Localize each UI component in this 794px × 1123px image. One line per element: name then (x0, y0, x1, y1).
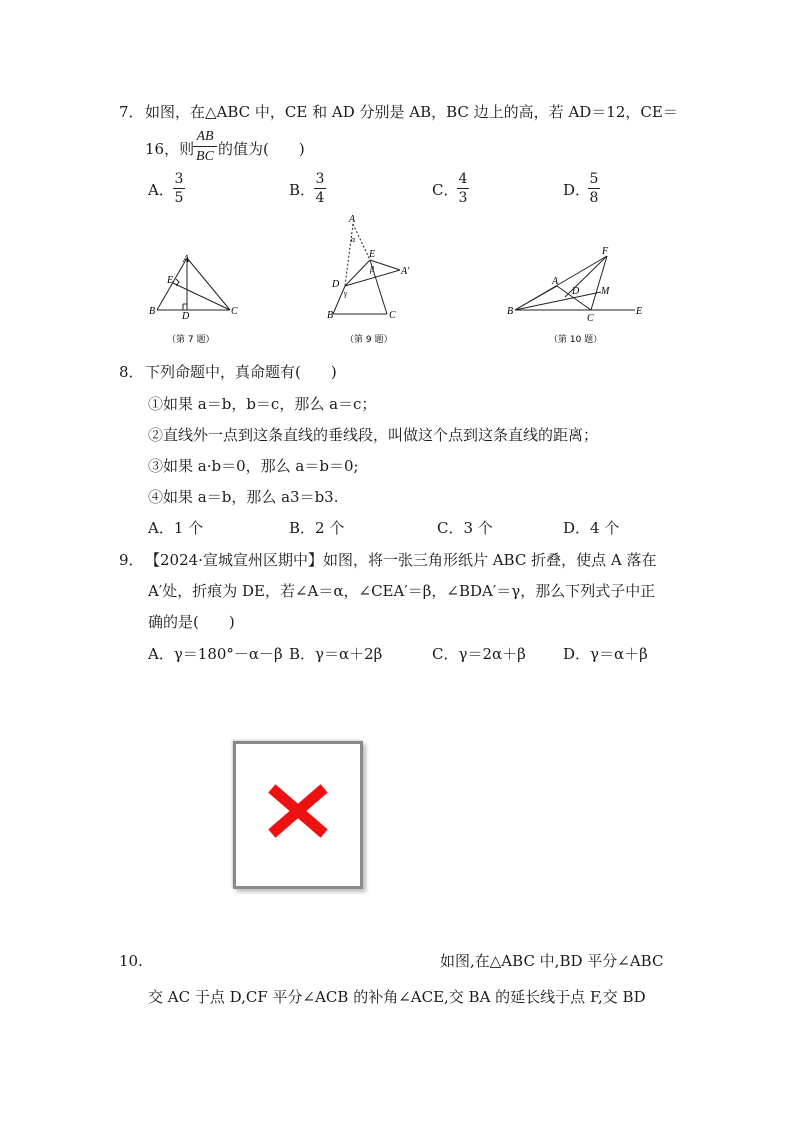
q8-item-3: ③如果 a·b＝0，那么 a＝b＝0; (148, 457, 359, 475)
figure-10 (505, 242, 655, 347)
q7-option-a-fraction (173, 171, 185, 206)
fig10-label-m: M (601, 286, 610, 297)
fig10-label-e: E (636, 306, 643, 317)
fig10-label-c: C (587, 313, 594, 324)
q8-option-d: D．4 个 (563, 519, 620, 537)
fig10-label-b: B (507, 306, 514, 317)
q7-option-a-den: 5 (174, 190, 184, 206)
q7-option-a (148, 180, 174, 200)
q7-number: 7． (119, 103, 144, 121)
q7-stem-line1: 如图，在△ABC 中，CE 和 AD 分别是 AB，BC 边上的高，若 AD＝12，CE＝ (145, 103, 678, 121)
q7-option-c-fraction (457, 171, 469, 206)
q7-option-a-num: 3 (174, 171, 184, 187)
figure-9 (325, 212, 435, 347)
fig9-label-d: D (332, 279, 340, 290)
q7-stem-line2b: 的值为( ) (218, 140, 305, 158)
q7-option-d-den: 8 (589, 190, 599, 206)
fig9-caption: （第 9 题） (345, 335, 393, 345)
q8-stem: 下列命题中，真命题有( ) (145, 363, 337, 381)
q9-stem-line2: A′处，折痕为 DE，若∠A＝α，∠CEA′＝β，∠BDA′＝γ，那么下列式子中正 (148, 582, 656, 600)
q7-stem-line2a: 16，则 (145, 140, 195, 158)
broken-image-x-glyph (236, 744, 360, 886)
q8-item-4: ④如果 a＝b，那么 a3＝b3. (148, 488, 339, 506)
fig9-label-beta: β (370, 265, 374, 274)
fig10-label-f: F (602, 246, 609, 257)
figure-7 (145, 252, 255, 347)
q7-option-c-num: 4 (458, 171, 468, 187)
q9-option-b: B．γ＝α＋2β (289, 645, 383, 663)
q8-item-1: ①如果 a＝b，b＝c，那么 a＝c； (148, 395, 377, 413)
q7-option-b-label: B． (289, 181, 316, 199)
fig9-label-alpha: α (351, 235, 356, 244)
fig7-label-e: E (167, 275, 174, 286)
q7-option-c (432, 180, 458, 200)
q10-stem-line2: 交 AC 于点 D,CF 平分∠ACB 的补角∠ACE,交 BA 的延长线于点 F,交 BD (148, 988, 646, 1006)
q8-option-c: C．3 个 (437, 519, 493, 537)
q9-stem-line1: 【2024·宣城宣州区期中】如图，将一张三角形纸片 ABC 折叠，使点 A 落在 (145, 551, 657, 569)
q8-option-a: A．1 个 (148, 519, 204, 537)
q7-option-b (289, 180, 315, 200)
fig7-label-d: D (182, 311, 190, 322)
fig9-label-a-prime: A′ (401, 266, 410, 277)
q7-option-c-den: 3 (458, 190, 468, 206)
fig10-label-a: A (552, 276, 559, 287)
fig9-label-c: C (389, 310, 396, 321)
fig7-caption: （第 7 题） (167, 335, 215, 345)
fig7-label-b: B (149, 306, 156, 317)
fig9-label-gamma: γ (344, 289, 348, 298)
q10-number: 10. (119, 952, 143, 970)
q9-number: 9． (119, 551, 144, 569)
q10-stem-line1: 如图,在△ABC 中,BD 平分∠ABC (440, 952, 664, 970)
fig9-label-a: A (349, 214, 356, 225)
q7-option-b-den: 4 (315, 190, 325, 206)
fig7-label-a: A (183, 254, 190, 265)
q7-ratio-denominator: BC (196, 149, 214, 164)
q9-option-c: C．γ＝2α＋β (432, 645, 526, 663)
q7-option-b-num: 3 (315, 171, 325, 187)
q9-option-d: D．γ＝α＋β (563, 645, 648, 663)
fig10-caption: （第 10 题） (549, 335, 603, 345)
q7-ratio-numerator: AB (196, 129, 214, 144)
q8-option-b: B．2 个 (289, 519, 345, 537)
broken-image-icon (233, 741, 363, 889)
q8-number: 8． (119, 363, 144, 381)
q7-option-d (563, 180, 590, 200)
q7-option-d-fraction (588, 171, 600, 206)
q7-option-a-label: A． (148, 181, 174, 199)
q7-option-d-label: D． (563, 181, 591, 199)
q7-option-b-fraction (314, 171, 326, 206)
q8-item-2: ②直线外一点到这条直线的垂线段，叫做这个点到这条直线的距离； (148, 426, 599, 444)
q9-option-a: A．γ＝180°－α－β (148, 645, 283, 663)
q7-ratio-fraction (193, 128, 217, 165)
fig10-label-d: D (572, 286, 580, 297)
fig9-label-b: B (327, 310, 334, 321)
q9-stem-line3: 确的是( ) (148, 613, 235, 631)
q7-option-c-label: C． (432, 181, 459, 199)
fig7-label-c: C (231, 306, 238, 317)
q7-option-d-num: 5 (589, 171, 599, 187)
fig9-label-e: E (369, 249, 376, 260)
